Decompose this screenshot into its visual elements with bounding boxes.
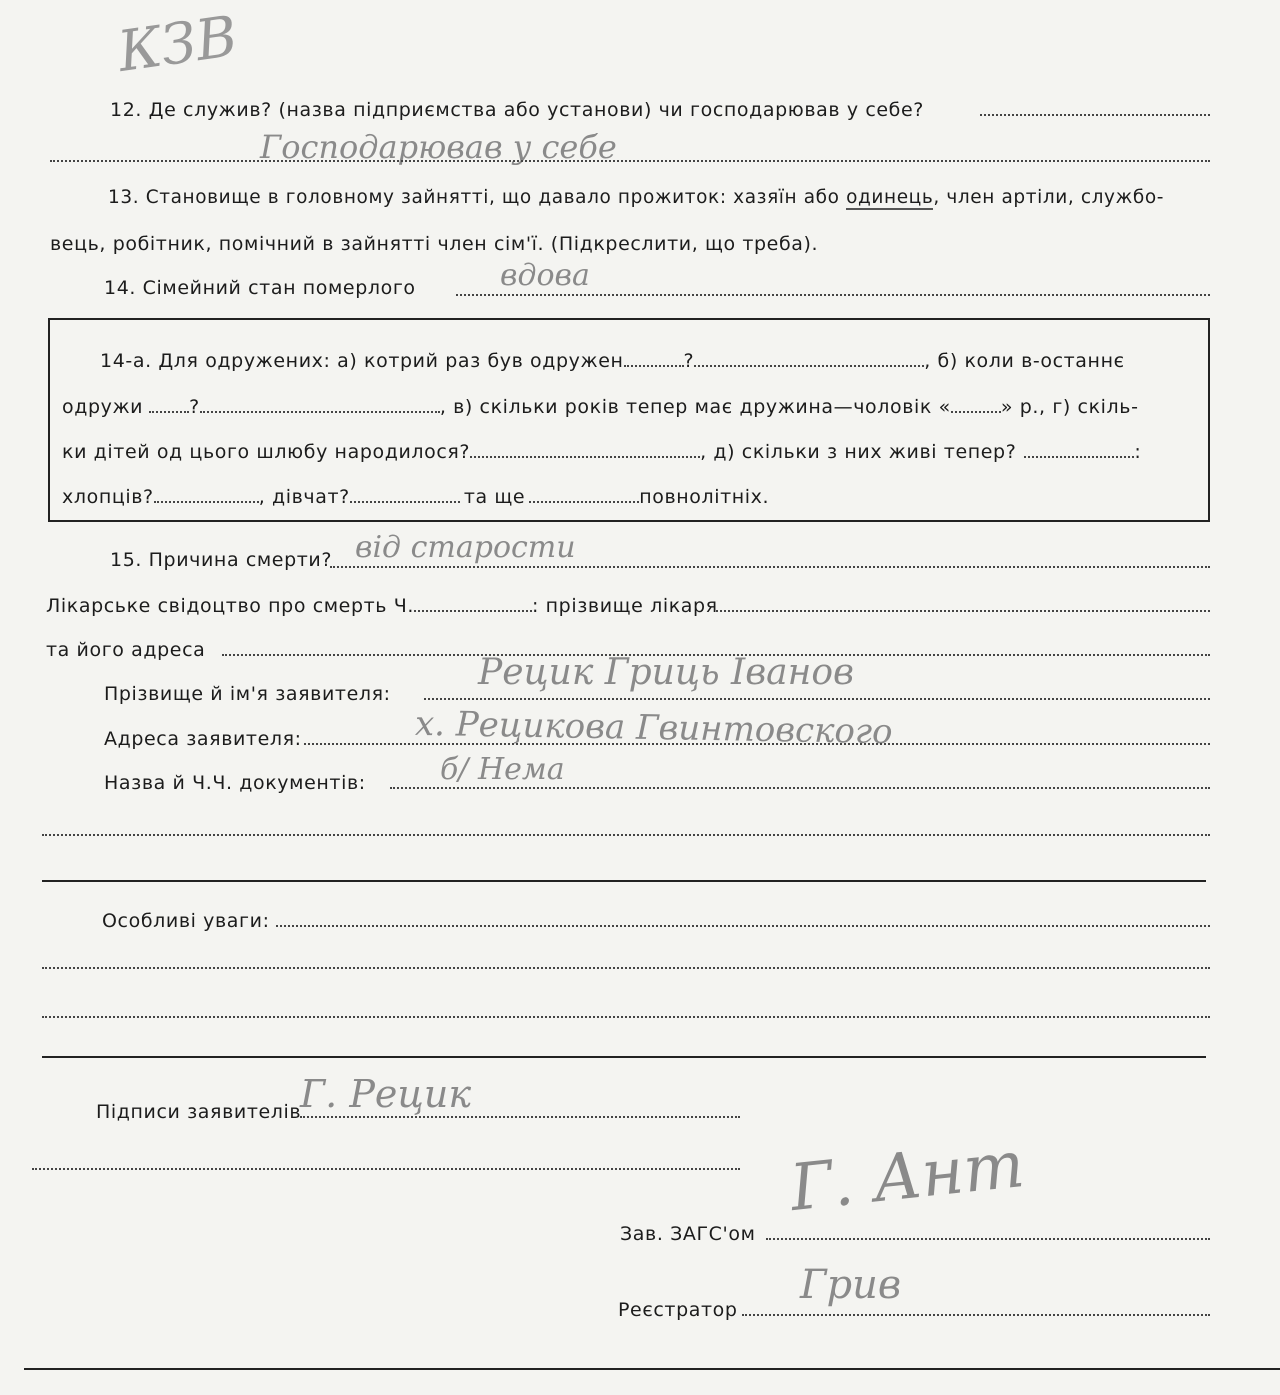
q14-label: 14. Сімейний стан померлого [104,277,416,299]
q13-line1 [108,186,1164,210]
registrar-signature: Грив [800,1262,902,1308]
q14a-line1-blank[interactable] [694,365,924,367]
q12-answer: Господарював у себе [260,128,617,166]
q14-answer: вдова [500,258,590,293]
q14a-line1-q: ? [683,350,695,372]
registry-head-signature-line[interactable] [766,1238,1210,1240]
applicant-address-value: х. Рецикова Гвинтовского [414,703,893,753]
applicant-name-value: Рецик Гриць Іванов [478,652,854,693]
q14a-line3 [62,440,1141,464]
q15-fill-line[interactable] [330,566,1210,568]
corner-mark: КЗВ [114,4,242,85]
notes-line-2[interactable] [42,967,1210,969]
applicant-address-label: Адреса заявителя: [104,728,302,750]
q14a-line2-q: ? [189,396,200,418]
q14a-line4 [62,485,769,509]
q14a-adults-field[interactable] [529,501,639,503]
q14a-line1-b: , б) коли в-останнє [924,350,1125,372]
q12-label: 12. Де служив? (назва підприємства або установи) чи господарював у себе? [110,99,924,121]
medical-cert-label: Лікарське свідоцтво про смерть Ч. [46,595,414,617]
notes-line-1[interactable] [276,925,1210,927]
registry-head-signature: Г. Ант [786,1127,1028,1227]
q14a-line3-b: , д) скільки з них живі тепер? [700,441,1017,463]
q13-line1-rest: , член артіли, службо- [933,187,1165,208]
notes-line-3[interactable] [42,1016,1210,1018]
q13-line1-text: 13. Становище в головному зайнятті, що давало прожиток: хазяїн або [108,187,847,208]
q14a-line4-b: , дівчат? [258,486,350,508]
registry-head-label: Зав. ЗАГС'ом [620,1223,756,1245]
documents-label: Назва й Ч.Ч. документів: [104,772,366,794]
medical-cert-number-field[interactable] [414,610,532,612]
q14a-line2-a: одружи [62,396,144,418]
registrar-label: Реєстратор [618,1299,738,1321]
q14a-line3-c: : [1134,441,1142,463]
section-divider-1 [42,880,1206,882]
q13-line2: вець, робітник, помічний в зайнятті член сім'ї. (Підкреслити, що треба). [50,233,819,255]
applicant-signature-line-2[interactable] [32,1168,740,1170]
registrar-signature-line[interactable] [742,1314,1210,1316]
q12-answer-line[interactable] [50,160,1210,162]
documents-extra-line[interactable] [42,834,1210,836]
notes-label: Особливі уваги: [102,910,270,932]
applicant-signature-label: Підписи заявителів [96,1101,302,1123]
q14a-children-born-field[interactable] [470,456,700,458]
q14a-line4-a: хлопців? [62,486,154,508]
q14a-line2-c: » р., г) скіль- [1000,396,1139,418]
applicant-signature-line[interactable] [300,1116,740,1118]
q14a-last-married-field[interactable] [149,411,189,413]
q13-underlined-option: одинець [846,187,934,208]
doctor-name-label: : прізвище лікаря [532,595,718,617]
applicant-signature: Г. Рецик [300,1072,472,1116]
q14a-spouse-age-field[interactable] [951,411,1001,413]
q14a-line3-a: ки дітей од цього шлюбу народилося? [62,441,471,463]
applicant-name-label: Прізвище й ім'я заявителя: [104,683,391,705]
documents-value: б/ Нема [440,752,565,787]
documents-field[interactable] [390,787,1210,789]
applicant-address-field[interactable] [304,743,1210,745]
applicant-name-field[interactable] [424,698,1210,700]
q14a-line2 [62,395,1139,419]
q14a-line1 [100,349,1125,373]
q14-fill-line[interactable] [456,294,1210,296]
q14a-line1-a: 14-а. Для одружених: а) котрий раз був одружен [100,350,624,372]
q15-answer: від старости [355,530,576,565]
doctor-name-field[interactable] [716,610,1210,612]
section-divider-2 [42,1056,1206,1058]
q14a-line4-d: повнолітніх. [639,486,770,508]
q12-fill-line[interactable] [980,114,1210,116]
bottom-border-line [24,1368,1280,1370]
doctor-address-label: та його адреса [46,639,206,661]
q14a-boys-field[interactable] [154,501,259,503]
q14a-children-alive-field[interactable] [1024,456,1134,458]
q14a-girls-field[interactable] [350,501,460,503]
q14a-marriage-count-field[interactable] [624,365,684,367]
q15-label: 15. Причина смерти? [110,549,333,571]
q14a-line2-b: , в) скільки років тепер має дружина—чоловік « [439,396,951,418]
q14a-line2-blank[interactable] [200,411,440,413]
q14a-line4-c: та ще [463,486,526,508]
